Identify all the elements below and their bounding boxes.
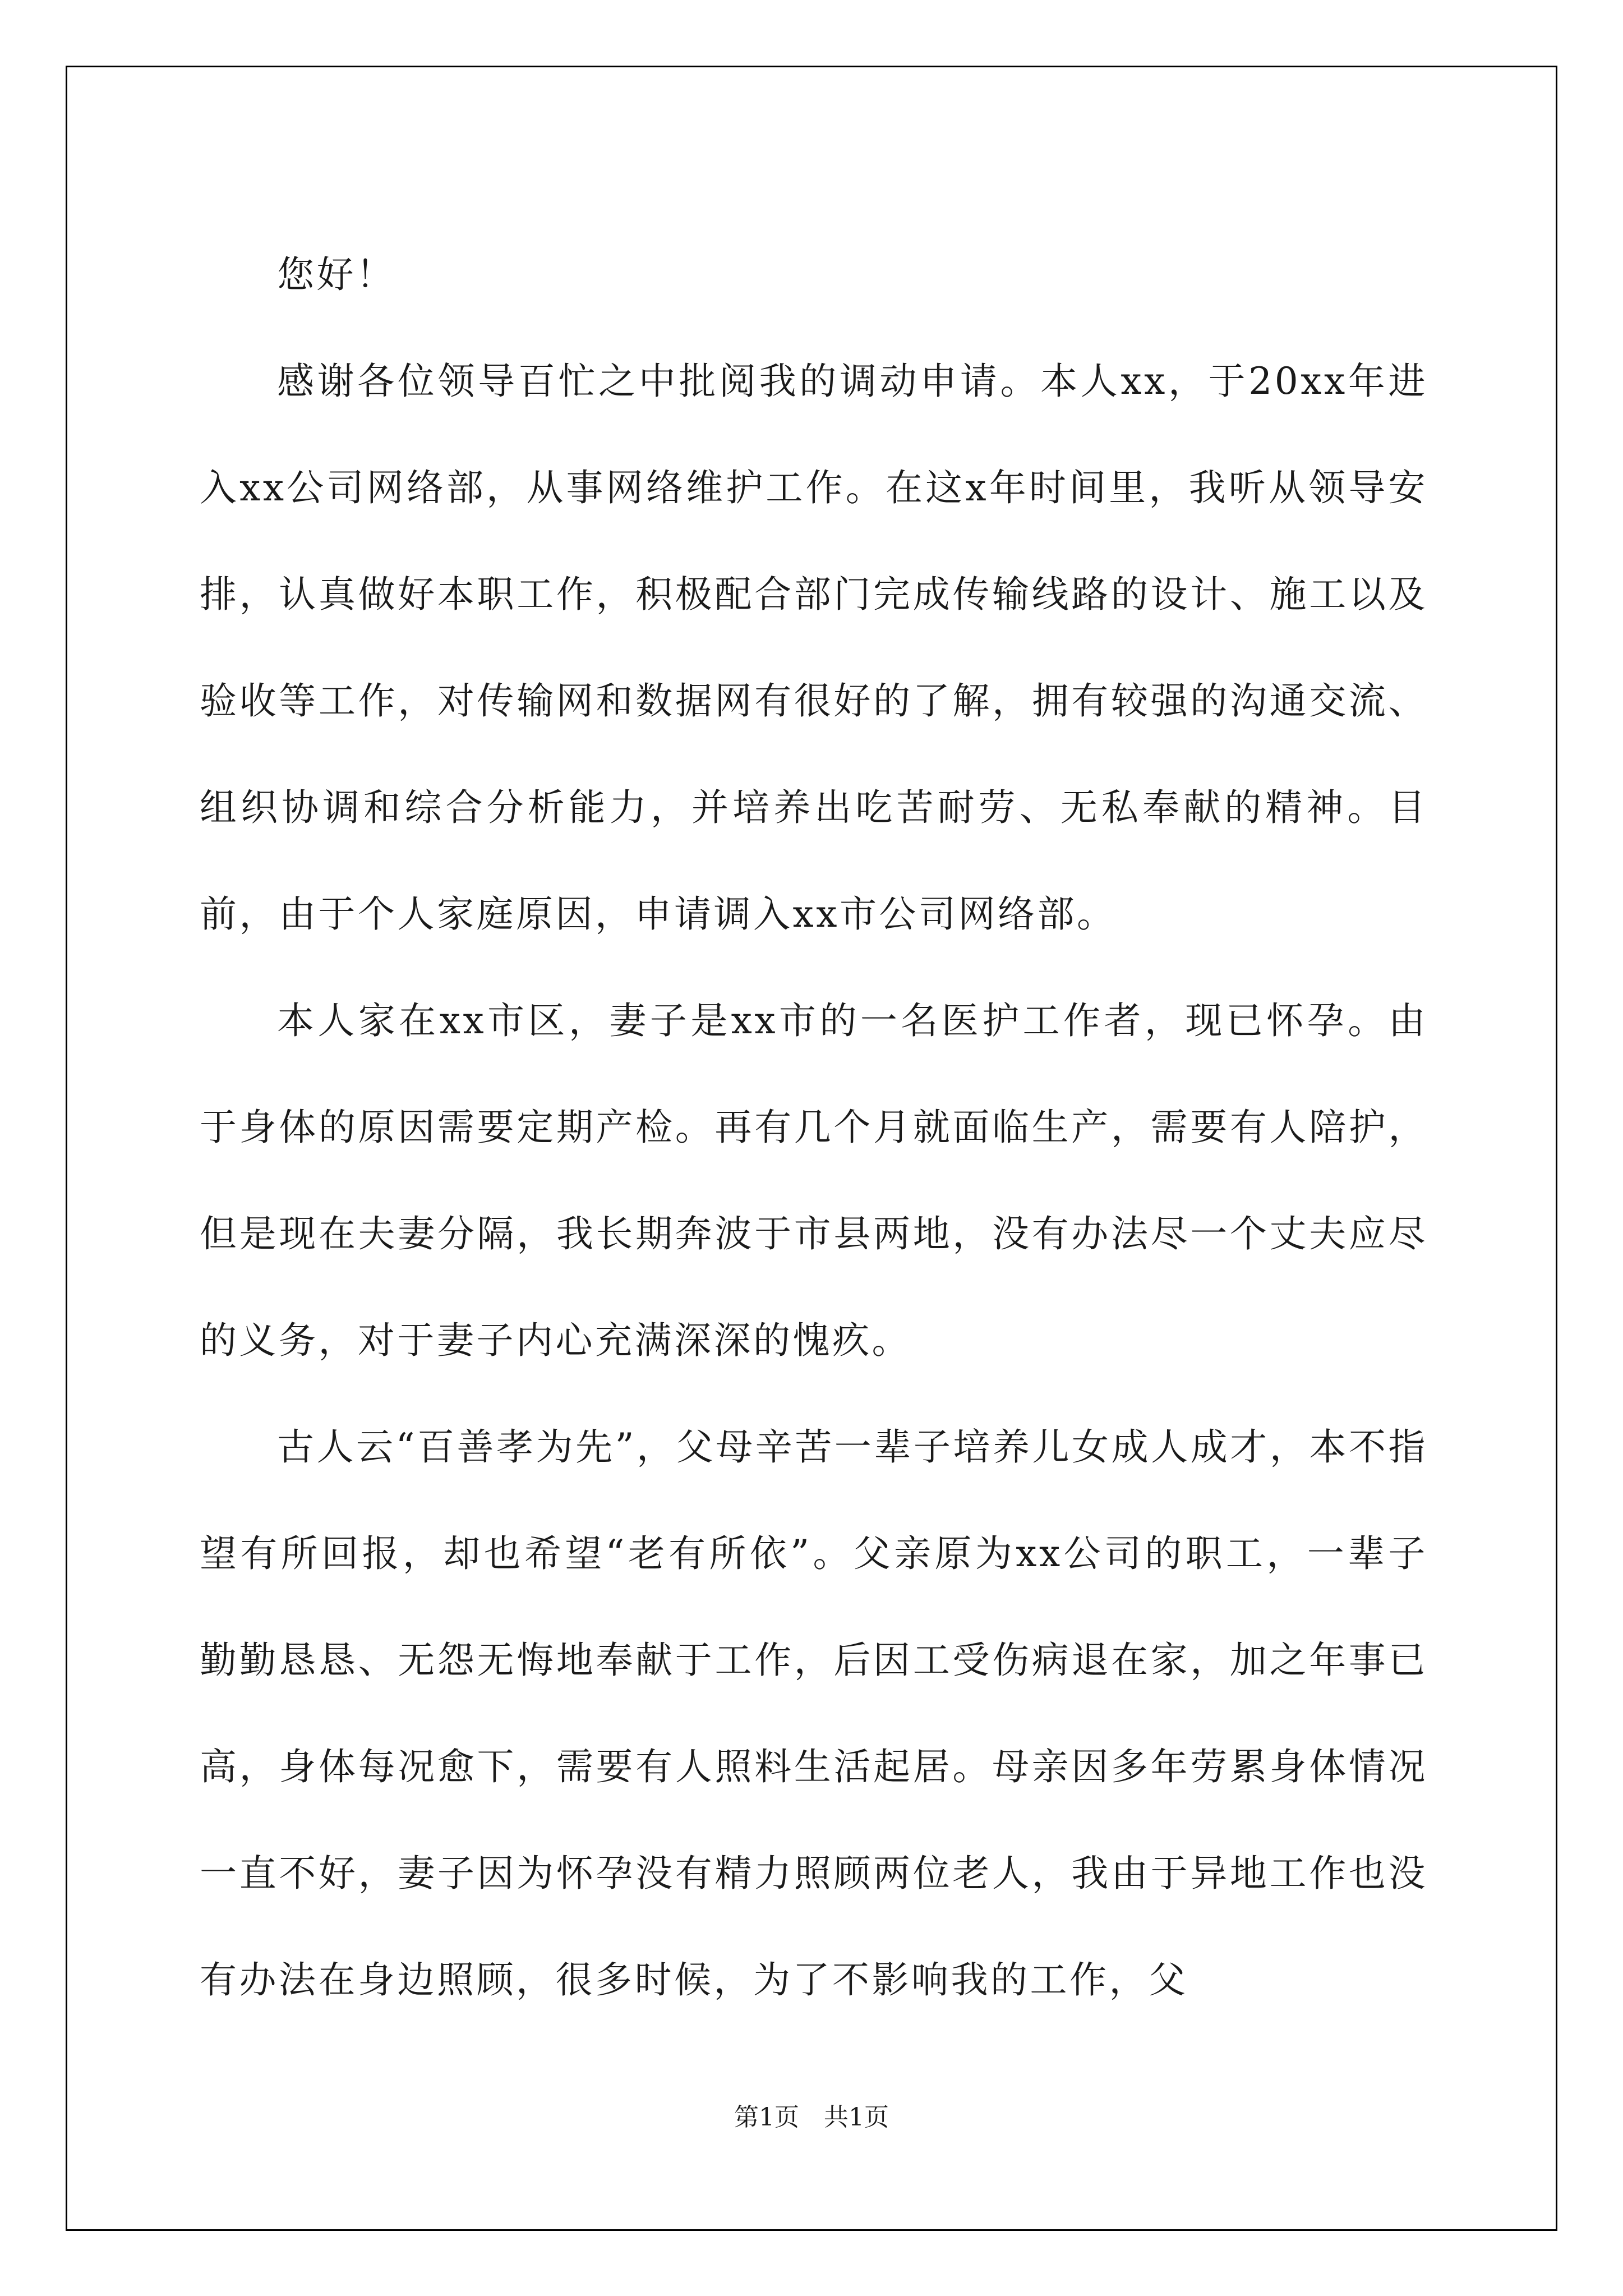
page-total: 共1页 (824, 2103, 889, 2132)
paragraph-family-situation: 本人家在xx市区，妻子是xx市的一名医护工作者，现已怀孕。由于身体的原因需要定期产检。再有几个月就面临生产，需要有人陪护，但是现在夫妻分隔，我长期奔波于市县两地，没有办法尽一个丈夫应尽的义务，对于妻子内心充满深深的愧疚。 (200, 999, 1428, 1362)
page-footer (0, 2097, 1623, 2133)
page-number: 第1页 (734, 2103, 799, 2132)
letter-body (200, 222, 1428, 2033)
paragraph-transfer-request: 感谢各位领导百忙之中批阅我的调动申请。本人xx，于20xx年进入xx公司网络部，从事网络维护工作。在这x年时间里，我听从领导安排，认真做好本职工作，积极配合部门完成传输线路的设计、施工以及验收等工作，对传输网和数据网有很好的了解，拥有较强的沟通交流、组织协调和综合分析能力，并培养出吃苦耐劳、无私奉献的精神。目前，由于个人家庭原因，申请调入xx市公司网络部。 (200, 360, 1428, 936)
paragraph-parents-care: 古人云“百善孝为先”，父母辛苦一辈子培养儿女成人成才，本不指望有所回报，却也希望“老有所依”。父亲原为xx公司的职工，一辈子勤勤恳恳、无怨无悔地奉献于工作，后因工受伤病退在家，加之年事已高，身体每况愈下，需要有人照料生活起居。母亲因多年劳累身体情况一直不好，妻子因为怀孕没有精力照顾两位老人，我由于异地工作也没有办法在身边照顾，很多时候，为了不影响我的工作，父 (200, 1425, 1428, 2001)
greeting: 您好！ (277, 253, 396, 296)
